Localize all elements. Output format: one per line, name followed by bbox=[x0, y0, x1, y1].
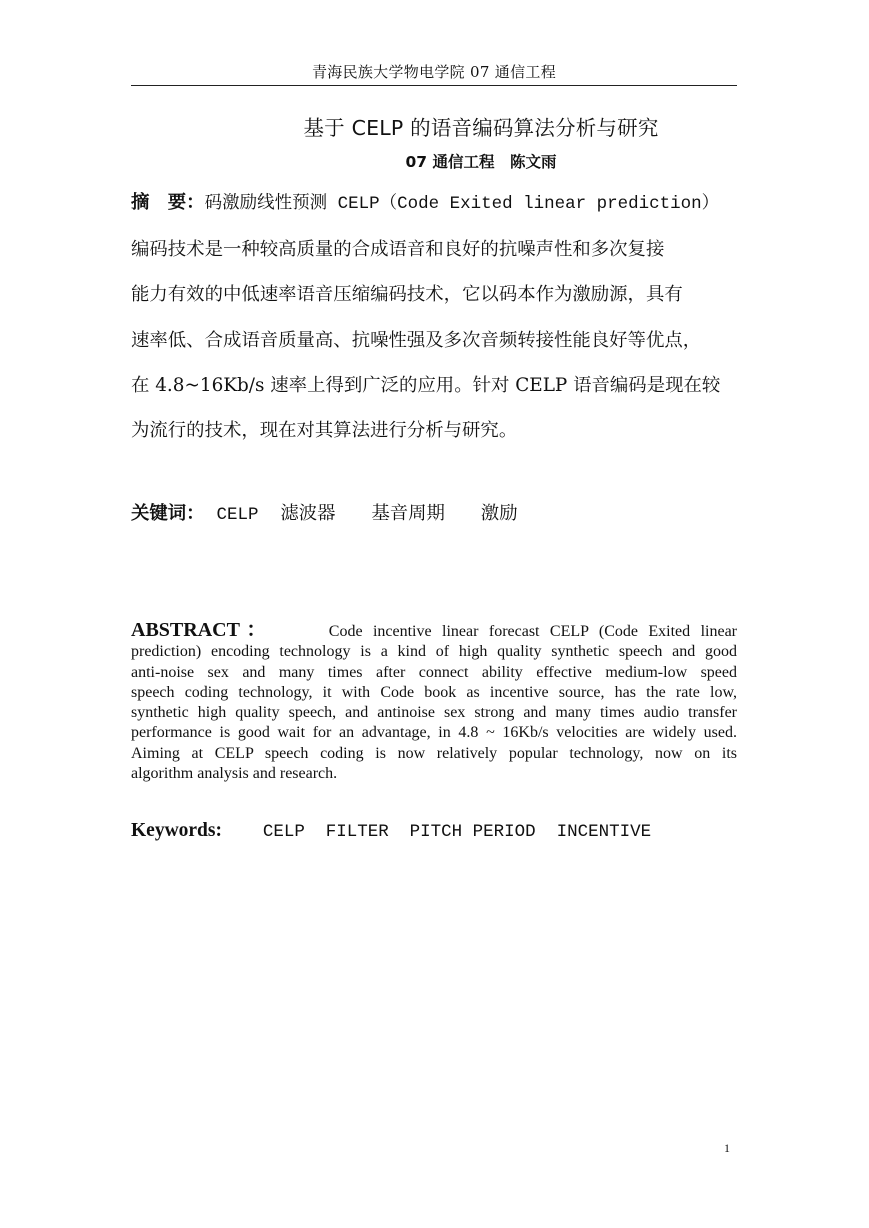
abstract-zh-line: 在 4.8~16Kb/s 速率上得到广泛的应用。针对 CELP 语音编码是现在较 bbox=[131, 374, 721, 396]
keyword-zh: CELP bbox=[216, 505, 259, 525]
abstract-en-line: synthetic high quality speech, and antinoise sex strong and many times audio transfer bbox=[131, 704, 737, 722]
keywords-en-label: Keywords: bbox=[131, 820, 222, 841]
author-line: 07 通信工程 陈文雨 bbox=[405, 153, 557, 171]
abstract-zh bbox=[131, 180, 743, 453]
abstract-zh-line: 编码技术是一种较高质量的合成语音和良好的抗噪声性和多次复接 bbox=[131, 239, 665, 261]
keyword-en: FILTER bbox=[325, 822, 389, 842]
abstract-zh-line-text: 码激励线性预测 CELP（Code Exited linear prediction） bbox=[204, 194, 720, 214]
keyword-zh: 激励 bbox=[480, 503, 518, 524]
abstract-en-line: prediction) encoding technology is a kind of high quality synthetic speech and good bbox=[131, 643, 737, 661]
abstract-zh-label: 摘 要： bbox=[131, 192, 205, 213]
running-header: 青海民族大学物电学院 07 通信工程 bbox=[311, 63, 557, 81]
keyword-zh: 滤波器 bbox=[280, 503, 336, 524]
paper-title: 基于 CELP 的语音编码算法分析与研究 bbox=[303, 116, 659, 140]
abstract-en-line-text: Code incentive linear forecast CELP (Code Exited linear bbox=[328, 623, 737, 640]
abstract-en-line: anti-noise sex and many times after connect ability effective medium-low speed bbox=[131, 663, 737, 681]
keyword-zh: 基音周期 bbox=[371, 503, 445, 524]
keyword-en: CELP bbox=[262, 822, 305, 842]
keywords-en bbox=[131, 818, 737, 845]
keywords-zh bbox=[131, 500, 743, 529]
header-rule bbox=[131, 85, 737, 86]
abstract-zh-line: 能力有效的中低速率语音压缩编码技术，它以码本作为激励源，具有 bbox=[131, 284, 683, 306]
keywords-zh-label: 关键词： bbox=[131, 503, 205, 524]
abstract-en-line: performance is good wait for an advantage, in 4.8 ~ 16Kb/s velocities are widely used. bbox=[131, 724, 737, 742]
abstract-zh-line: 速率低、合成语音质量高、抗噪性强及多次音频转接性能良好等优点， bbox=[131, 329, 702, 351]
abstract-en-line: speech coding technology, it with Code book as incentive source, has the rate low, bbox=[131, 683, 737, 701]
keyword-en: INCENTIVE bbox=[556, 822, 652, 842]
abstract-en bbox=[131, 620, 737, 784]
abstract-zh-line: 为流行的技术，现在对其算法进行分析与研究。 bbox=[131, 420, 518, 442]
abstract-en-line bbox=[131, 620, 737, 642]
abstract-en-line: algorithm analysis and research. bbox=[131, 765, 338, 783]
abstract-zh-line bbox=[131, 180, 743, 227]
abstract-en-label: ABSTRACT： bbox=[131, 619, 273, 641]
page-number: 1 bbox=[724, 1141, 730, 1155]
keyword-en: PITCH PERIOD bbox=[409, 822, 536, 842]
abstract-en-line: Aiming at CELP speech coding is now relatively popular technology, now on its bbox=[131, 744, 737, 762]
